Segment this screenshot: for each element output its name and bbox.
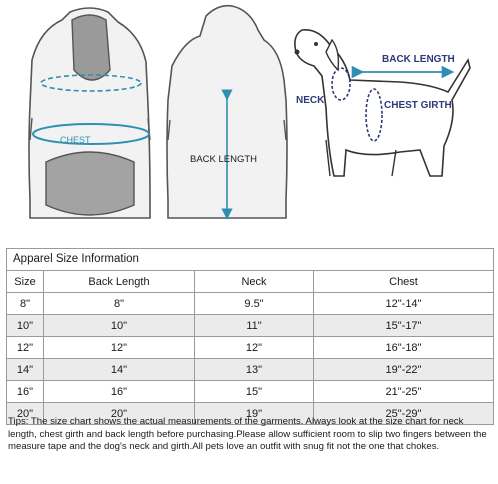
- table-row: [7, 359, 494, 381]
- dog-back-length-label: BACK LENGTH: [382, 54, 455, 65]
- size-table: [6, 248, 494, 425]
- cell-neck: 9.5": [195, 293, 314, 315]
- hoodie-front: [29, 8, 150, 218]
- hoodie-chest-label: CHEST: [60, 135, 91, 145]
- table-row: [7, 293, 494, 315]
- table-row: [7, 337, 494, 359]
- dog-neck-label: NECK: [296, 95, 325, 106]
- cell-back-length: 8": [44, 293, 195, 315]
- cell-size: 14": [7, 359, 44, 381]
- header-back-length: Back Length: [44, 271, 195, 293]
- cell-size: 20": [7, 403, 44, 425]
- cell-back-length: 20": [44, 403, 195, 425]
- cell-back-length: 10": [44, 315, 195, 337]
- cell-chest: 19"-22": [314, 359, 494, 381]
- table-header-row: [7, 271, 494, 293]
- cell-back-length: 12": [44, 337, 195, 359]
- table-row: [7, 315, 494, 337]
- cell-neck: 15": [195, 381, 314, 403]
- dog-chest-girth-label: CHEST GIRTH: [384, 100, 452, 111]
- cell-size: 10": [7, 315, 44, 337]
- cell-size: 8": [7, 293, 44, 315]
- cell-size: 12": [7, 337, 44, 359]
- cell-neck: 13": [195, 359, 314, 381]
- cell-chest: 15"-17": [314, 315, 494, 337]
- cell-back-length: 14": [44, 359, 195, 381]
- cell-chest: 16"-18": [314, 337, 494, 359]
- header-chest: Chest: [314, 271, 494, 293]
- cell-back-length: 16": [44, 381, 195, 403]
- cell-chest: 12"-14": [314, 293, 494, 315]
- dog-figure: [295, 30, 471, 176]
- header-size: Size: [7, 271, 44, 293]
- cell-chest: 21"-25": [314, 381, 494, 403]
- header-neck: Neck: [195, 271, 314, 293]
- cell-neck: 12": [195, 337, 314, 359]
- cell-neck: 19": [195, 403, 314, 425]
- cell-chest: 25"-29": [314, 403, 494, 425]
- hoodie-back: [167, 6, 287, 218]
- cell-size: 16": [7, 381, 44, 403]
- table-row: [7, 381, 494, 403]
- table-title: Apparel Size Information: [6, 248, 494, 270]
- tips-text: Tips: The size chart shows the actual measurements of the garments. Always look at the size chart for neck length, chest girth and back length before purchasing.Please allow sufficient room to slip two fingers between the measure tape and the dog's neck and girth.All pets love an outfit with snug fit not the one that chokes.: [8, 416, 487, 452]
- cell-neck: 11": [195, 315, 314, 337]
- hoodie-back-length-label: BACK LENGTH: [190, 154, 258, 165]
- measurement-illustration: [0, 0, 498, 238]
